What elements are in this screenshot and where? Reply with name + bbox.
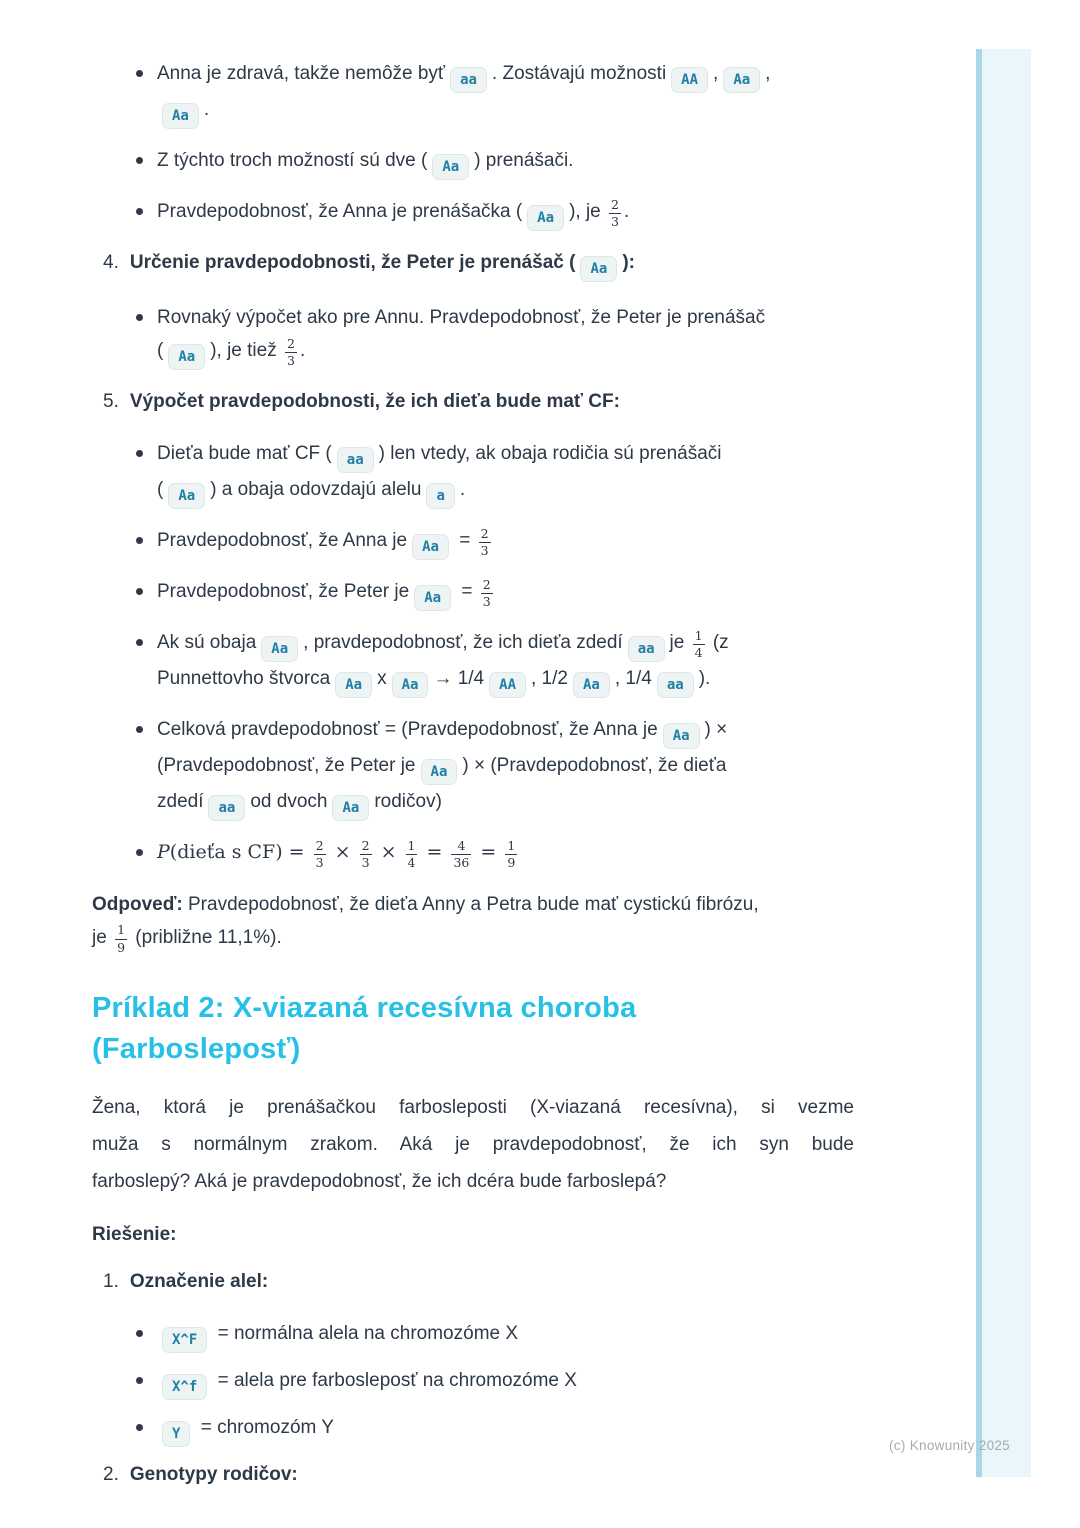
paragraph-line: Žena, ktorá je prenášačkou farbosleposti (X-viazaná recesívna), si vezme [92,1097,854,1118]
fraction: $\frac{1}{4}$ [694,627,703,660]
inline-code-chip: aa [337,447,374,473]
bullet-dot [136,157,143,164]
bullet-dot [136,1330,143,1337]
inline-code-chip: a [426,483,454,509]
bullet-allele-XF: X^F = normálna alela na chromozóme X [92,1317,854,1353]
fraction: $\frac{1}{4}$ [407,837,416,870]
bullet-cf-probability-formula [92,836,854,870]
step-title: Označenie alel: [129,1271,269,1292]
math-text: × [328,841,357,863]
inline-code-chip: Aa [168,344,205,370]
fraction: $\frac{2}{3}$ [480,525,489,558]
fraction: $\frac{2}{3}$ [361,837,370,870]
bullet-dot [136,1424,143,1431]
fraction: $\frac{2}{3}$ [287,335,295,368]
list-number: 5. [103,391,119,412]
inline-code-chip: Aa [580,256,617,282]
math-text: × [374,841,403,863]
bullet-peter-same-calculation: Rovnaký výpočet ako pre Annu. Pravdepodobnosť, že Peter je prenášač ( Aa ), je tiež $\frac{2}{3}$ . [92,301,854,370]
bullet-punnett-square: Ak sú obaja Aa , pravdepodobnosť, že ich dieťa zdedí aa je $\frac{1}{4}$ (z Punnettovho štvorca Aa x Aa → 1/4 AA , 1/2 Aa , 1/4 aa ). [92,626,854,698]
inline-code-chip: aa [628,636,665,662]
bullet-prob-anna-Aa: Pravdepodobnosť, že Anna je Aa = $\frac{2}{3}$ [92,524,854,560]
fraction: $\frac{1}{9}$ [117,922,126,955]
bullet-allele-Xf: X^f = alela pre farbosleposť na chromozóme X [92,1364,854,1400]
copyright-footer [889,1438,1010,1453]
list-number: 2. [103,1464,119,1485]
right-margin-edge [976,49,982,1477]
inline-code-chip: Aa [162,103,199,129]
paragraph-line: muža s normálnym zrakom. Aká je pravdepodobnosť, že ich syn bude [92,1134,854,1155]
inline-code-chip: Aa [414,585,451,611]
bullet-dot [136,1377,143,1384]
inline-code-chip: Aa [421,759,458,785]
bullet-dot [136,726,143,733]
inline-code-chip: Aa [332,795,369,821]
math-text: P [157,841,170,863]
bullet-prob-peter-Aa: Pravdepodobnosť, že Peter je Aa = $\frac{2}{3}$ [92,575,854,611]
fraction: $\frac{2}{3}$ [611,196,619,229]
fraction: $\frac{1}{9}$ [507,837,516,870]
inline-code-chip: Aa [168,483,205,509]
math-text: (dieťa s CF) = [169,841,311,863]
solution-label [92,1218,854,1251]
inline-code-chip: Aa [432,154,469,180]
bullet-dot [136,537,143,544]
bullet-anna-not-aa: Anna je zdravá, takže nemôže byť aa . Zostávajú možnosti AA , Aa , Aa . [92,57,854,129]
fraction: $\frac{4}{36}$ [453,837,470,870]
bullet-dot [136,208,143,215]
bold-text: Odpoveď: [92,893,183,915]
step-title: Určenie pravdepodobnosti, že Peter je prenášač ( Aa ): [130,252,635,273]
bullet-dot [136,70,143,77]
inline-code-chip: aa [450,67,487,93]
bullet-two-of-three-carriers: Z týchto troch možností sú dve ( Aa ) prenášači. [92,144,854,180]
bullet-dot [136,314,143,321]
math-text: = [474,841,503,863]
fraction: $\frac{2}{3}$ [482,576,491,609]
bullet-dot [136,588,143,595]
step-4-title [103,246,854,282]
inline-code-chip: Aa [335,672,372,698]
inline-code-chip: Aa [412,534,449,560]
bullet-anna-carrier-probability: Pravdepodobnosť, že Anna je prenášačka ( Aa ), je $\frac{2}{3}$ . [92,195,854,231]
inline-code-chip: Aa [663,723,700,749]
inline-code-chip: AA [489,672,526,698]
inline-code-chip: AA [671,67,708,93]
inline-code-chip: Aa [392,672,429,698]
example-2-heading: Príklad 2: X-viazaná recesívna choroba (Farbosleposť) [92,992,637,1065]
answer-paragraph: Odpoveď: Pravdepodobnosť, že dieťa Anny a Petra bude mať cystickú fibrózu, je $\frac{1}{9}$ (približne 11,1%). [92,893,759,955]
list-number: 4. [103,252,119,273]
inline-code-chip: aa [208,795,245,821]
inline-code-chip: X^f [162,1374,207,1400]
right-margin-panel [976,49,1031,1477]
bullet-dot [136,849,143,856]
fraction: $\frac{2}{3}$ [315,837,324,870]
bullet-chromosome-Y: Y = chromozóm Y [92,1411,854,1447]
copyright-text: (c) Knowunity 2025 [889,1438,1010,1453]
inline-code-chip: aa [657,672,694,698]
document-content [92,57,854,1510]
inline-code-chip: Y [162,1421,190,1447]
paragraph-line: farboslepý? Aká je pravdepodobnosť, že ich dcéra bude farboslepá? [92,1171,667,1192]
example-2-problem [92,1089,854,1200]
math-text: = [420,841,449,863]
bullet-child-cf-condition: Dieťa bude mať CF ( aa ) len vtedy, ak obaja rodičia sú prenášači ( Aa ) a obaja odovzdajú alelu a . [92,437,854,509]
list-number: 1. [103,1271,119,1292]
step-2-title [103,1458,854,1491]
inline-code-chip: Aa [723,67,760,93]
step-title: Výpočet pravdepodobnosti, že ich dieťa bude mať CF: [129,391,620,412]
inline-code-chip: Aa [573,672,610,698]
inline-code-chip: Aa [527,205,564,231]
step-5-title [103,385,854,418]
step-1-title [103,1265,854,1298]
bullet-total-probability: Celková pravdepodobnosť = (Pravdepodobnosť, že Anna je Aa ) × (Pravdepodobnosť, že Peter je Aa ) × (Pravdepodobnosť, že dieťa zdedí aa od dvoch Aa rodičov) [92,713,854,821]
bullet-dot [136,639,143,646]
bullet-dot [136,450,143,457]
inline-code-chip: Aa [261,636,298,662]
inline-code-chip: X^F [162,1327,207,1353]
bold-text: Riešenie: [92,1224,177,1245]
step-title: Genotypy rodičov: [129,1464,298,1485]
